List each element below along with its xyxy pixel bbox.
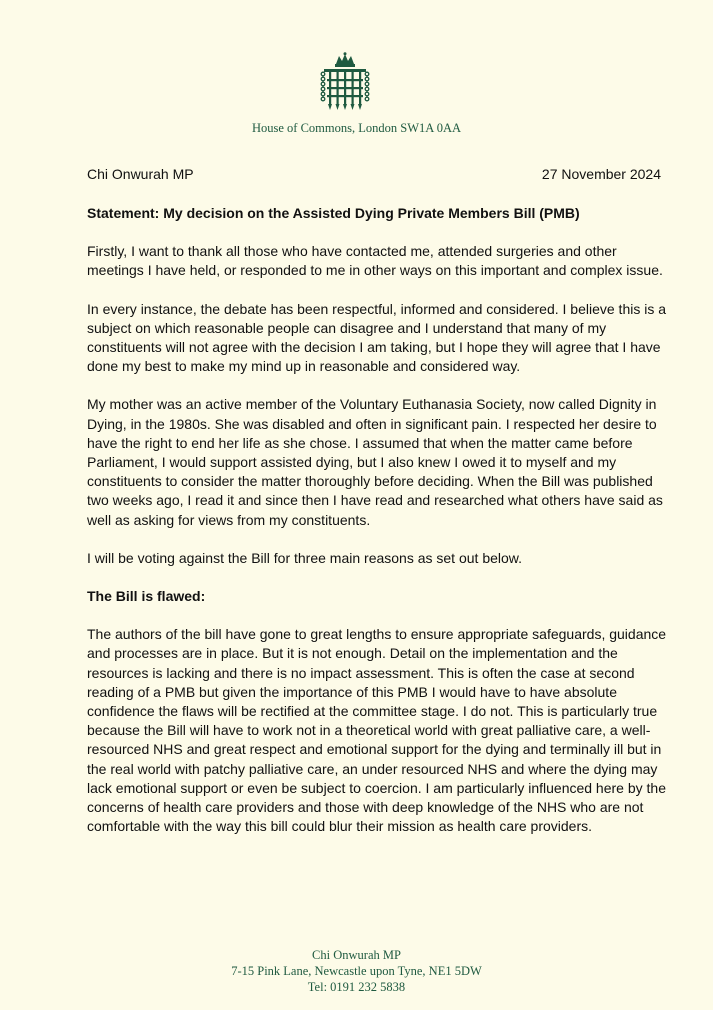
paragraph: I will be voting against the Bill for three main reasons as set out below. xyxy=(87,549,523,566)
section-paragraph: The authors of the bill have gone to great lengths to ensure appropriate safeguards, guidance and processes are in place. But it is not enough. Detail on the implementation and the resources is lacking and there is no impact assessment. This is often the case at second reading of a PMB but given the importance of this PMB I would have to have absolute confidence the flaws will be rectified at the committee stage. I do not. This is particularly true because the Bill will have to work not in a theoretical world with great palliative care, a well-resourced NHS and great respect and emotional support for the dying and terminally ill but in the real world with patchy palliative care, an under resourced NHS and where the dying may lack emotional support or even be subject to coercion. I am particularly influenced here by the concerns of health care providers and those with deep knowledge of the NHS who are not comfortable with the way this bill could blur their mission as health care providers. xyxy=(87,626,667,835)
statement-body xyxy=(87,204,667,855)
paragraph: Firstly, I want to thank all those who have contacted me, attended surgeries and other meetings I have held, or responded to me in other ways on this important and complex issue. xyxy=(87,243,663,279)
footer-name: Chi Onwurah MP xyxy=(312,948,401,962)
statement-date: 27 November 2024 xyxy=(541,166,661,182)
paragraph: My mother was an active member of the Voluntary Euthanasia Society, now called Dignity in Dying, in the 1980s. She was disabled and often in significant pain. I respected her desire to have the right to end her life as she chose. I assumed that when the matter came before Parliament, I would support assisted dying, but I also knew I owed it to myself and my constituents to consider the matter thoroughly before deciding. When the Bill was published two weeks ago, I read it and since then I have read and researched what others have said as well as asking for views from my constituents. xyxy=(87,396,663,528)
letterhead-address: House of Commons, London SW1A 0AA xyxy=(251,121,462,135)
footer xyxy=(0,947,713,995)
statement-title: Statement: My decision on the Assisted Dying Private Members Bill (PMB) xyxy=(87,205,580,221)
section-heading: The Bill is flawed: xyxy=(87,588,206,605)
paragraph: In every instance, the debate has been respectful, informed and considered. I believe this is a subject on which reasonable people can disagree and I understand that many of my constituents will not agree with the decision I am taking, but I hope they will agree that I have done my best to make my mind up in reasonable and considered way. xyxy=(87,300,667,375)
footer-address: 7-15 Pink Lane, Newcastle upon Tyne, NE1 5DW xyxy=(231,964,482,978)
sender-name: Chi Onwurah MP xyxy=(87,166,194,182)
portcullis-crest-icon xyxy=(319,52,371,114)
footer-telephone: Tel: 0191 232 5838 xyxy=(307,980,406,994)
